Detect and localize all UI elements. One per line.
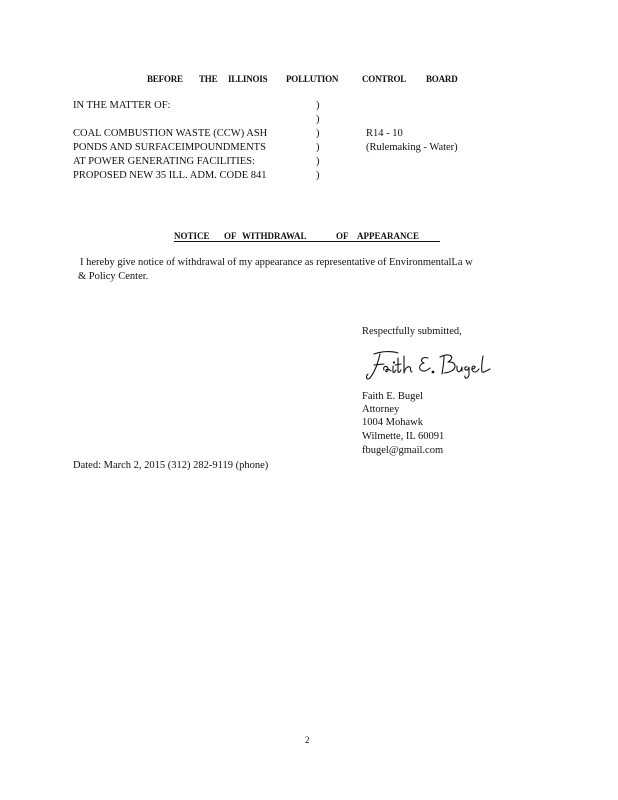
attorney-role: Attorney bbox=[362, 404, 400, 415]
notice-word-notice: NOTICE bbox=[174, 231, 210, 241]
email-address: fbugel@gmail.com bbox=[362, 445, 444, 456]
handwritten-signature bbox=[364, 348, 504, 382]
caption-title-line-1: COAL COMBUSTION WASTE (CCW) ASH bbox=[73, 128, 268, 139]
caption-paren: ) bbox=[316, 142, 320, 153]
in-the-matter-label: IN THE MATTER OF: bbox=[73, 100, 171, 111]
notice-word-of-2: OF bbox=[336, 231, 349, 241]
attorney-name: Faith E. Bugel bbox=[362, 391, 423, 402]
caption-paren: ) bbox=[316, 100, 320, 111]
heading-word-pollution: POLLUTION bbox=[286, 74, 339, 84]
notice-underline bbox=[174, 241, 440, 242]
caption-paren: ) bbox=[316, 156, 320, 167]
caption-title-line-2: PONDS AND SURFACEIMPOUNDMENTS bbox=[73, 142, 266, 153]
address-line-2: Wilmette, IL 60091 bbox=[362, 431, 445, 442]
caption-paren: ) bbox=[316, 114, 320, 125]
caption-paren: ) bbox=[316, 128, 320, 139]
docket-number: R14 - 10 bbox=[366, 128, 403, 139]
page-number: 2 bbox=[305, 735, 310, 745]
body-line-2: & Policy Center. bbox=[78, 271, 149, 282]
caption-paren: ) bbox=[316, 170, 320, 181]
heading-word-the: THE bbox=[199, 74, 218, 84]
notice-word-withdrawal: WITHDRAWAL bbox=[242, 231, 307, 241]
heading-word-control: CONTROL bbox=[362, 74, 407, 84]
heading-word-board: BOARD bbox=[426, 74, 458, 84]
caption-title-line-4: PROPOSED NEW 35 ILL. ADM. CODE 841 bbox=[73, 170, 267, 181]
heading-word-illinois: ILLINOIS bbox=[228, 74, 268, 84]
dated-line: Dated: March 2, 2015 (312) 282-9119 (phone) bbox=[73, 460, 269, 471]
body-line-1: I hereby give notice of withdrawal of my appearance as representative of EnvironmentalLa w bbox=[80, 257, 473, 268]
heading-word-before: BEFORE bbox=[147, 74, 183, 84]
caption-title-line-3: AT POWER GENERATING FACILITIES: bbox=[73, 156, 255, 167]
address-line-1: 1004 Mohawk bbox=[362, 417, 423, 428]
docket-type: (Rulemaking - Water) bbox=[366, 142, 458, 153]
notice-word-appearance: APPEARANCE bbox=[357, 231, 419, 241]
notice-word-of: OF bbox=[224, 231, 237, 241]
closing: Respectfully submitted, bbox=[362, 326, 462, 337]
